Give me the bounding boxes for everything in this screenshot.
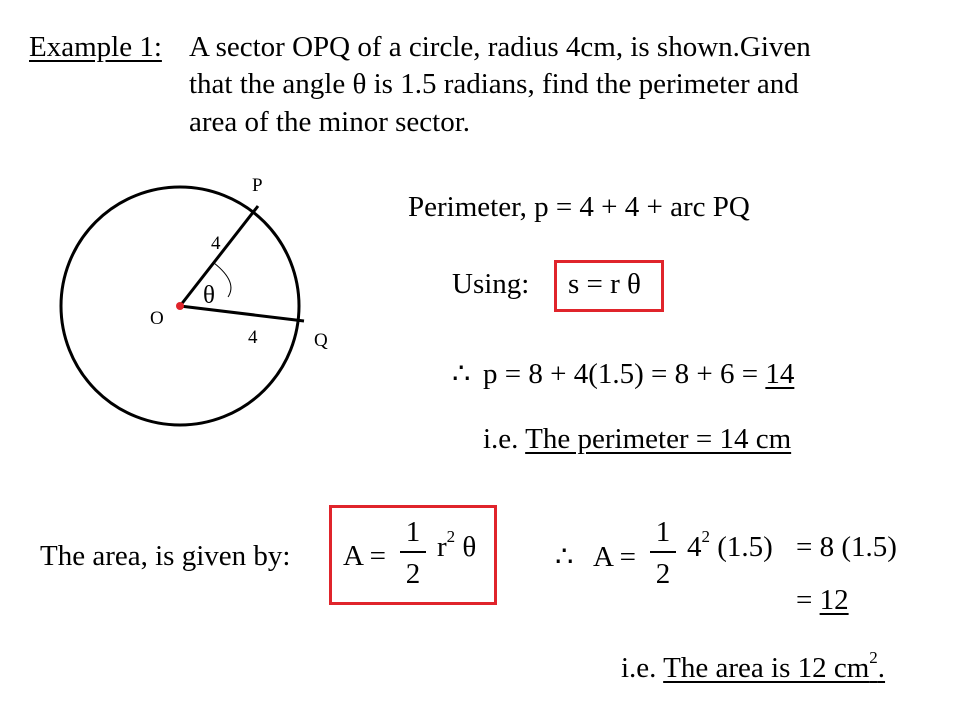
area-formula-denominator: 2 bbox=[405, 558, 421, 590]
label-theta: θ bbox=[203, 282, 215, 309]
example-label: Example 1: bbox=[29, 31, 162, 63]
area-calc-rest: (1.5) bbox=[710, 531, 773, 563]
area-conclusion bbox=[621, 648, 886, 684]
area-conclusion-main: The area is 12 cm bbox=[663, 652, 870, 684]
area-ie: i.e. bbox=[621, 652, 664, 684]
area-calc-lhs: A = bbox=[593, 541, 636, 573]
label-op-length: 4 bbox=[211, 233, 221, 254]
perimeter-calc-text: p = 8 + 4(1.5) = 8 + 6 = bbox=[483, 358, 766, 390]
radius-oq bbox=[180, 306, 304, 321]
arc-length-formula: s = r θ bbox=[568, 268, 641, 300]
area-calc-exponent: 2 bbox=[701, 527, 710, 546]
label-oq-length: 4 bbox=[248, 327, 258, 348]
perimeter-conclusion-text: The perimeter = 14 cm bbox=[525, 423, 792, 455]
area-calc-fraction-bar bbox=[650, 551, 676, 553]
area-formula-lhs: A = bbox=[343, 540, 386, 572]
area-formula-theta: θ bbox=[455, 531, 477, 563]
perimeter-ie: i.e. bbox=[483, 423, 526, 455]
area-formula-fraction-bar bbox=[400, 551, 426, 553]
problem-line-3: area of the minor sector. bbox=[189, 106, 471, 138]
area-calc-numerator: 1 bbox=[655, 516, 671, 548]
area-conclusion-end: . bbox=[877, 652, 886, 684]
therefore-symbol-area: ∴ bbox=[555, 541, 574, 573]
label-q: Q bbox=[314, 330, 328, 351]
area-calc-denominator: 2 bbox=[655, 558, 671, 590]
area-calc-base: 4 bbox=[687, 531, 702, 563]
area-formula-r: r bbox=[437, 531, 447, 563]
area-calc-step-2-prefix: = bbox=[796, 584, 820, 616]
area-intro: The area, is given by: bbox=[40, 540, 291, 572]
perimeter-conclusion bbox=[483, 425, 791, 454]
perimeter-result: 14 bbox=[765, 358, 795, 390]
area-formula-rhs bbox=[437, 527, 477, 563]
therefore-symbol-perimeter: ∴ bbox=[452, 358, 471, 390]
area-formula-exponent: 2 bbox=[446, 527, 456, 546]
problem-line-2: that the angle θ is 1.5 radians, find the perimeter and bbox=[189, 68, 799, 100]
label-o: O bbox=[150, 308, 164, 329]
area-conclusion-text bbox=[663, 648, 886, 684]
center-point bbox=[176, 302, 184, 310]
area-result: 12 bbox=[819, 584, 849, 616]
problem-line-1: A sector OPQ of a circle, radius 4cm, is shown.Given bbox=[189, 31, 811, 63]
area-calc-step-2 bbox=[796, 586, 849, 615]
perimeter-statement: Perimeter, p = 4 + 4 + arc PQ bbox=[408, 191, 750, 223]
label-p: P bbox=[252, 175, 263, 196]
area-calc-step-1: = 8 (1.5) bbox=[796, 531, 897, 563]
angle-arc bbox=[214, 263, 231, 297]
area-calc-expression bbox=[687, 527, 773, 563]
area-conclusion-exponent: 2 bbox=[869, 648, 878, 667]
perimeter-calculation bbox=[483, 360, 794, 389]
area-formula-numerator: 1 bbox=[405, 516, 421, 548]
using-label: Using: bbox=[452, 268, 530, 300]
radius-op bbox=[180, 206, 258, 309]
